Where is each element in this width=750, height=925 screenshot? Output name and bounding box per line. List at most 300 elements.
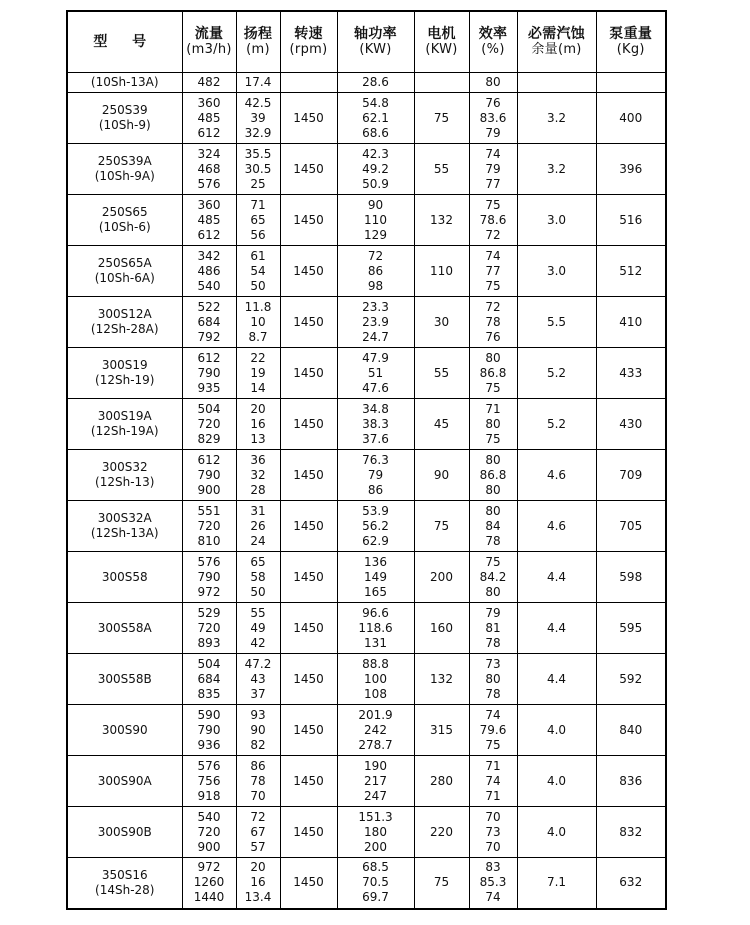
cell-head-value: 28 bbox=[250, 482, 266, 497]
cell-power bbox=[337, 73, 414, 93]
cell-motor: 280 bbox=[414, 756, 469, 807]
cell-motor: 220 bbox=[414, 807, 469, 858]
cell-flow-value: 522 bbox=[197, 299, 221, 314]
cell-power-value: 62.1 bbox=[362, 110, 389, 125]
cell-model-value: (12Sh-28A) bbox=[90, 322, 159, 336]
cell-flow-value: 936 bbox=[197, 737, 221, 752]
cell-power-value: 151.3 bbox=[358, 809, 393, 824]
cell-model-value: 300S58B bbox=[97, 671, 152, 686]
cell-motor: 90 bbox=[414, 450, 469, 501]
cell-power-value: 247 bbox=[364, 788, 387, 803]
cell-head bbox=[236, 603, 280, 654]
cell-model-value: 300S58A bbox=[97, 620, 152, 635]
cell-model bbox=[67, 348, 182, 399]
cell-efficiency-value: 74 bbox=[485, 773, 501, 788]
cell-power-value: 100 bbox=[364, 671, 387, 686]
cell-flow-value: 612 bbox=[197, 125, 221, 140]
header-power-line: (KW) bbox=[359, 42, 392, 57]
cell-power bbox=[337, 399, 414, 450]
cell-motor: 55 bbox=[414, 144, 469, 195]
cell-efficiency bbox=[469, 73, 517, 93]
cell-flow bbox=[182, 297, 236, 348]
cell-power bbox=[337, 144, 414, 195]
cell-efficiency-value: 80 bbox=[485, 416, 501, 431]
cell-efficiency-value: 80 bbox=[485, 671, 501, 686]
cell-speed bbox=[280, 73, 337, 93]
cell-power-value: 88.8 bbox=[362, 656, 389, 671]
cell-head bbox=[236, 195, 280, 246]
cell-npsh: 7.1 bbox=[517, 858, 596, 909]
cell-power-value: 72 bbox=[367, 248, 384, 263]
cell-power-value: 180 bbox=[364, 824, 387, 839]
cell-npsh bbox=[517, 73, 596, 93]
cell-flow-value: 612 bbox=[197, 227, 221, 242]
cell-head-value: 61 bbox=[250, 248, 266, 263]
cell-power bbox=[337, 756, 414, 807]
cell-power-value: 28.6 bbox=[362, 75, 389, 89]
table-header-row bbox=[67, 11, 666, 73]
cell-power bbox=[337, 93, 414, 144]
pump-spec-table bbox=[66, 10, 667, 910]
cell-efficiency-value: 75 bbox=[485, 431, 501, 446]
cell-efficiency-value: 76 bbox=[485, 329, 501, 344]
cell-power bbox=[337, 705, 414, 756]
cell-flow-value: 720 bbox=[197, 518, 221, 533]
cell-model-value: 300S32 bbox=[101, 460, 148, 474]
cell-motor: 45 bbox=[414, 399, 469, 450]
cell-flow bbox=[182, 399, 236, 450]
cell-npsh: 3.0 bbox=[517, 246, 596, 297]
cell-head bbox=[236, 246, 280, 297]
cell-head-value: 93 bbox=[250, 707, 266, 722]
cell-power-value: 136 bbox=[364, 554, 387, 569]
cell-speed: 1450 bbox=[280, 399, 337, 450]
cell-flow-value: 720 bbox=[197, 620, 221, 635]
cell-power-value: 23.9 bbox=[362, 314, 389, 329]
cell-flow-value: 468 bbox=[197, 161, 221, 176]
table-row bbox=[67, 705, 666, 756]
cell-head-value: 82 bbox=[250, 737, 266, 752]
cell-efficiency bbox=[469, 144, 517, 195]
cell-head-value: 42 bbox=[250, 635, 266, 650]
cell-head-value: 50 bbox=[250, 584, 266, 599]
cell-power-value: 108 bbox=[364, 686, 387, 701]
cell-head-value: 50 bbox=[250, 278, 266, 293]
cell-power-value: 90 bbox=[367, 197, 384, 212]
cell-speed: 1450 bbox=[280, 297, 337, 348]
cell-efficiency-value: 74 bbox=[485, 146, 501, 161]
cell-power-value: 68.6 bbox=[362, 125, 389, 140]
header-weight-line: (Kg) bbox=[616, 42, 645, 57]
cell-power-value: 42.3 bbox=[362, 146, 389, 161]
cell-power-value: 190 bbox=[364, 758, 387, 773]
cell-model-value: 300S19 bbox=[101, 358, 148, 372]
cell-head-value: 55 bbox=[250, 605, 266, 620]
cell-head-value: 67 bbox=[250, 824, 266, 839]
cell-head bbox=[236, 705, 280, 756]
cell-power-value: 69.7 bbox=[362, 890, 389, 905]
cell-speed: 1450 bbox=[280, 603, 337, 654]
cell-flow-value: 720 bbox=[197, 824, 221, 839]
cell-flow bbox=[182, 144, 236, 195]
cell-motor: 30 bbox=[414, 297, 469, 348]
cell-flow-value: 790 bbox=[197, 365, 221, 380]
cell-flow-value: 684 bbox=[197, 314, 221, 329]
cell-npsh: 3.0 bbox=[517, 195, 596, 246]
cell-model bbox=[67, 297, 182, 348]
cell-efficiency-value: 78 bbox=[485, 635, 501, 650]
cell-model-value: 300S12A bbox=[97, 307, 152, 321]
cell-efficiency-value: 71 bbox=[485, 788, 501, 803]
cell-speed: 1450 bbox=[280, 654, 337, 705]
cell-weight: 396 bbox=[596, 144, 666, 195]
cell-efficiency-value: 79.6 bbox=[479, 722, 507, 737]
cell-efficiency-value: 80 bbox=[485, 482, 501, 497]
header-efficiency bbox=[469, 11, 517, 73]
cell-efficiency bbox=[469, 195, 517, 246]
cell-head-value: 49 bbox=[250, 620, 266, 635]
cell-efficiency-value: 75 bbox=[485, 737, 501, 752]
cell-power bbox=[337, 501, 414, 552]
header-npsh-line: 余量(m) bbox=[531, 42, 582, 57]
header-head-line: 扬程 bbox=[243, 26, 273, 42]
cell-efficiency bbox=[469, 348, 517, 399]
cell-flow bbox=[182, 246, 236, 297]
cell-head-value: 19 bbox=[250, 365, 266, 380]
cell-flow bbox=[182, 348, 236, 399]
cell-model-value: (10Sh-13A) bbox=[90, 75, 159, 89]
cell-efficiency-value: 70 bbox=[485, 809, 501, 824]
cell-efficiency-value: 81 bbox=[485, 620, 501, 635]
cell-flow bbox=[182, 705, 236, 756]
cell-efficiency-value: 79 bbox=[485, 125, 501, 140]
cell-head bbox=[236, 73, 280, 93]
cell-flow-value: 900 bbox=[197, 482, 221, 497]
cell-npsh: 5.2 bbox=[517, 399, 596, 450]
cell-npsh: 4.4 bbox=[517, 654, 596, 705]
cell-model bbox=[67, 73, 182, 93]
cell-speed: 1450 bbox=[280, 450, 337, 501]
cell-head bbox=[236, 144, 280, 195]
cell-efficiency-value: 76 bbox=[485, 95, 501, 110]
cell-flow-value: 486 bbox=[197, 263, 221, 278]
cell-head bbox=[236, 297, 280, 348]
header-model bbox=[67, 11, 182, 73]
cell-model-value: 300S90A bbox=[97, 773, 152, 788]
cell-head-value: 65 bbox=[250, 554, 266, 569]
cell-flow-value: 342 bbox=[197, 248, 221, 263]
cell-flow-value: 360 bbox=[197, 197, 221, 212]
cell-weight: 832 bbox=[596, 807, 666, 858]
table-row bbox=[67, 93, 666, 144]
cell-efficiency-value: 75 bbox=[485, 380, 501, 395]
cell-head-value: 70 bbox=[250, 788, 266, 803]
cell-flow bbox=[182, 93, 236, 144]
cell-head bbox=[236, 858, 280, 909]
cell-efficiency-value: 74 bbox=[485, 248, 501, 263]
cell-efficiency bbox=[469, 756, 517, 807]
cell-flow-value: 540 bbox=[197, 809, 221, 824]
cell-efficiency-value: 80 bbox=[485, 75, 501, 89]
cell-motor: 55 bbox=[414, 348, 469, 399]
cell-head-value: 11.8 bbox=[244, 299, 272, 314]
cell-efficiency-value: 73 bbox=[485, 656, 501, 671]
cell-motor: 75 bbox=[414, 93, 469, 144]
cell-model bbox=[67, 807, 182, 858]
cell-efficiency-value: 80 bbox=[485, 350, 501, 365]
table-body bbox=[67, 73, 666, 909]
cell-power bbox=[337, 195, 414, 246]
cell-flow-value: 485 bbox=[197, 110, 221, 125]
cell-head-value: 71 bbox=[250, 197, 266, 212]
header-efficiency-line: (%) bbox=[481, 42, 505, 57]
cell-model bbox=[67, 501, 182, 552]
cell-head-value: 86 bbox=[250, 758, 266, 773]
cell-flow-value: 612 bbox=[197, 350, 221, 365]
cell-efficiency-value: 79 bbox=[485, 161, 501, 176]
table-row bbox=[67, 348, 666, 399]
cell-model-value: 300S32A bbox=[97, 511, 152, 525]
cell-speed: 1450 bbox=[280, 144, 337, 195]
table-row bbox=[67, 807, 666, 858]
cell-efficiency-value: 71 bbox=[485, 401, 501, 416]
cell-weight: 410 bbox=[596, 297, 666, 348]
cell-model-value: 250S65A bbox=[97, 256, 152, 270]
cell-head-value: 35.5 bbox=[244, 146, 272, 161]
cell-efficiency-value: 70 bbox=[485, 839, 501, 854]
cell-power-value: 86 bbox=[367, 482, 384, 497]
cell-model-value: (10Sh-9) bbox=[98, 118, 151, 132]
cell-flow-value: 900 bbox=[197, 839, 221, 854]
cell-model-value: 250S65 bbox=[101, 205, 148, 219]
cell-motor: 75 bbox=[414, 501, 469, 552]
cell-npsh: 3.2 bbox=[517, 144, 596, 195]
cell-speed: 1450 bbox=[280, 858, 337, 909]
cell-head-value: 26 bbox=[250, 518, 266, 533]
table-row bbox=[67, 858, 666, 909]
cell-efficiency bbox=[469, 705, 517, 756]
cell-flow-value: 792 bbox=[197, 329, 221, 344]
cell-efficiency-value: 85.3 bbox=[479, 875, 507, 890]
cell-efficiency bbox=[469, 552, 517, 603]
cell-weight bbox=[596, 73, 666, 93]
cell-head-value: 54 bbox=[250, 263, 266, 278]
cell-efficiency-value: 86.8 bbox=[479, 365, 507, 380]
cell-power-value: 76.3 bbox=[362, 452, 389, 467]
cell-head bbox=[236, 501, 280, 552]
header-efficiency-line: 效率 bbox=[478, 26, 508, 42]
header-weight bbox=[596, 11, 666, 73]
cell-model-value: 250S39 bbox=[101, 103, 148, 117]
cell-flow-value: 790 bbox=[197, 569, 221, 584]
cell-power-value: 68.5 bbox=[362, 860, 389, 875]
header-motor-line: (KW) bbox=[425, 42, 458, 57]
table-row bbox=[67, 756, 666, 807]
table-row bbox=[67, 297, 666, 348]
cell-head bbox=[236, 93, 280, 144]
cell-model-value: (10Sh-6A) bbox=[94, 271, 155, 285]
header-weight-line: 泵重量 bbox=[609, 26, 653, 42]
cell-efficiency bbox=[469, 297, 517, 348]
cell-npsh: 5.2 bbox=[517, 348, 596, 399]
cell-efficiency-value: 75 bbox=[485, 197, 501, 212]
cell-motor: 75 bbox=[414, 858, 469, 909]
cell-power-value: 37.6 bbox=[362, 431, 389, 446]
header-head-line: (m) bbox=[246, 42, 270, 57]
cell-head bbox=[236, 654, 280, 705]
cell-npsh: 4.4 bbox=[517, 552, 596, 603]
cell-efficiency-value: 78 bbox=[485, 533, 501, 548]
cell-head-value: 90 bbox=[250, 722, 266, 737]
cell-efficiency-value: 71 bbox=[485, 758, 501, 773]
header-head bbox=[236, 11, 280, 73]
table-row bbox=[67, 603, 666, 654]
cell-power-value: 62.9 bbox=[362, 533, 389, 548]
cell-flow-value: 684 bbox=[197, 671, 221, 686]
cell-power bbox=[337, 297, 414, 348]
cell-head bbox=[236, 756, 280, 807]
cell-head-value: 47.2 bbox=[244, 656, 272, 671]
cell-power bbox=[337, 858, 414, 909]
cell-power bbox=[337, 450, 414, 501]
cell-weight: 705 bbox=[596, 501, 666, 552]
cell-head bbox=[236, 450, 280, 501]
cell-head-value: 13.4 bbox=[244, 890, 272, 905]
cell-weight: 836 bbox=[596, 756, 666, 807]
cell-model-value: (14Sh-28) bbox=[95, 882, 155, 897]
cell-efficiency bbox=[469, 858, 517, 909]
cell-flow-value: 504 bbox=[197, 401, 221, 416]
cell-model-value: 300S90 bbox=[101, 722, 148, 737]
cell-weight: 709 bbox=[596, 450, 666, 501]
cell-weight: 516 bbox=[596, 195, 666, 246]
cell-head-value: 13 bbox=[250, 431, 266, 446]
cell-flow-value: 810 bbox=[197, 533, 221, 548]
cell-efficiency-value: 75 bbox=[485, 278, 501, 293]
cell-flow-value: 324 bbox=[197, 146, 221, 161]
cell-weight: 512 bbox=[596, 246, 666, 297]
table-row bbox=[67, 450, 666, 501]
cell-power-value: 49.2 bbox=[362, 161, 389, 176]
table-row bbox=[67, 552, 666, 603]
cell-motor: 132 bbox=[414, 195, 469, 246]
cell-power bbox=[337, 348, 414, 399]
cell-head-value: 10 bbox=[250, 314, 266, 329]
cell-flow-value: 829 bbox=[197, 431, 221, 446]
cell-model bbox=[67, 93, 182, 144]
cell-efficiency bbox=[469, 603, 517, 654]
cell-efficiency-value: 86.8 bbox=[479, 467, 507, 482]
cell-efficiency-value: 83.6 bbox=[479, 110, 507, 125]
cell-power-value: 34.8 bbox=[362, 401, 389, 416]
cell-flow-value: 576 bbox=[197, 758, 221, 773]
cell-power-value: 96.6 bbox=[362, 605, 389, 620]
cell-head bbox=[236, 348, 280, 399]
cell-power-value: 56.2 bbox=[362, 518, 389, 533]
cell-efficiency-value: 78.6 bbox=[479, 212, 507, 227]
cell-speed: 1450 bbox=[280, 552, 337, 603]
cell-head-value: 57 bbox=[250, 839, 266, 854]
cell-flow-value: 360 bbox=[197, 95, 221, 110]
cell-flow bbox=[182, 858, 236, 909]
cell-head-value: 8.7 bbox=[248, 329, 268, 344]
cell-head-value: 43 bbox=[250, 671, 266, 686]
cell-weight: 595 bbox=[596, 603, 666, 654]
header-power-line: 轴功率 bbox=[354, 26, 397, 42]
cell-model-value: 300S90B bbox=[97, 824, 152, 839]
cell-power bbox=[337, 246, 414, 297]
cell-power-value: 23.3 bbox=[362, 299, 389, 314]
cell-efficiency-value: 84 bbox=[485, 518, 501, 533]
cell-weight: 433 bbox=[596, 348, 666, 399]
cell-head-value: 20 bbox=[250, 401, 266, 416]
cell-power-value: 70.5 bbox=[362, 875, 389, 890]
cell-head bbox=[236, 552, 280, 603]
cell-power-value: 201.9 bbox=[358, 707, 393, 722]
cell-power bbox=[337, 552, 414, 603]
cell-npsh: 3.2 bbox=[517, 93, 596, 144]
cell-npsh: 4.0 bbox=[517, 756, 596, 807]
cell-head-value: 17.4 bbox=[244, 75, 272, 89]
cell-efficiency-value: 78 bbox=[485, 686, 501, 701]
cell-efficiency-value: 83 bbox=[485, 860, 501, 875]
cell-speed: 1450 bbox=[280, 246, 337, 297]
cell-weight: 592 bbox=[596, 654, 666, 705]
cell-flow bbox=[182, 807, 236, 858]
table-row bbox=[67, 73, 666, 93]
cell-model bbox=[67, 450, 182, 501]
cell-efficiency bbox=[469, 807, 517, 858]
cell-weight: 430 bbox=[596, 399, 666, 450]
cell-speed: 1450 bbox=[280, 807, 337, 858]
cell-flow-value: 893 bbox=[197, 635, 221, 650]
cell-flow-value: 529 bbox=[197, 605, 221, 620]
cell-power-value: 131 bbox=[364, 635, 387, 650]
cell-speed: 1450 bbox=[280, 705, 337, 756]
cell-power-value: 129 bbox=[364, 227, 387, 242]
cell-efficiency bbox=[469, 246, 517, 297]
cell-efficiency bbox=[469, 654, 517, 705]
cell-speed: 1450 bbox=[280, 348, 337, 399]
cell-efficiency-value: 80 bbox=[485, 452, 501, 467]
cell-power-value: 118.6 bbox=[358, 620, 393, 635]
cell-motor: 110 bbox=[414, 246, 469, 297]
cell-flow-value: 935 bbox=[197, 380, 221, 395]
cell-efficiency bbox=[469, 501, 517, 552]
cell-flow-value: 790 bbox=[197, 467, 221, 482]
cell-power-value: 79 bbox=[367, 467, 384, 482]
cell-model-value: (12Sh-13A) bbox=[90, 526, 159, 540]
cell-efficiency-value: 72 bbox=[485, 299, 501, 314]
cell-flow-value: 972 bbox=[197, 860, 221, 875]
cell-head-value: 56 bbox=[250, 227, 266, 242]
cell-flow bbox=[182, 756, 236, 807]
cell-flow-value: 835 bbox=[197, 686, 221, 701]
header-npsh-line: 必需汽蚀 bbox=[527, 26, 586, 42]
cell-model-value: 300S19A bbox=[97, 409, 152, 423]
cell-flow bbox=[182, 73, 236, 93]
cell-efficiency-value: 80 bbox=[485, 584, 501, 599]
cell-head bbox=[236, 399, 280, 450]
cell-weight: 598 bbox=[596, 552, 666, 603]
cell-head-value: 32.9 bbox=[244, 125, 272, 140]
cell-flow-value: 504 bbox=[197, 656, 221, 671]
cell-flow-value: 1260 bbox=[193, 875, 225, 890]
cell-motor: 200 bbox=[414, 552, 469, 603]
cell-power-value: 217 bbox=[364, 773, 387, 788]
cell-efficiency-value: 79 bbox=[485, 605, 501, 620]
cell-model-value: 300S58 bbox=[101, 569, 148, 584]
